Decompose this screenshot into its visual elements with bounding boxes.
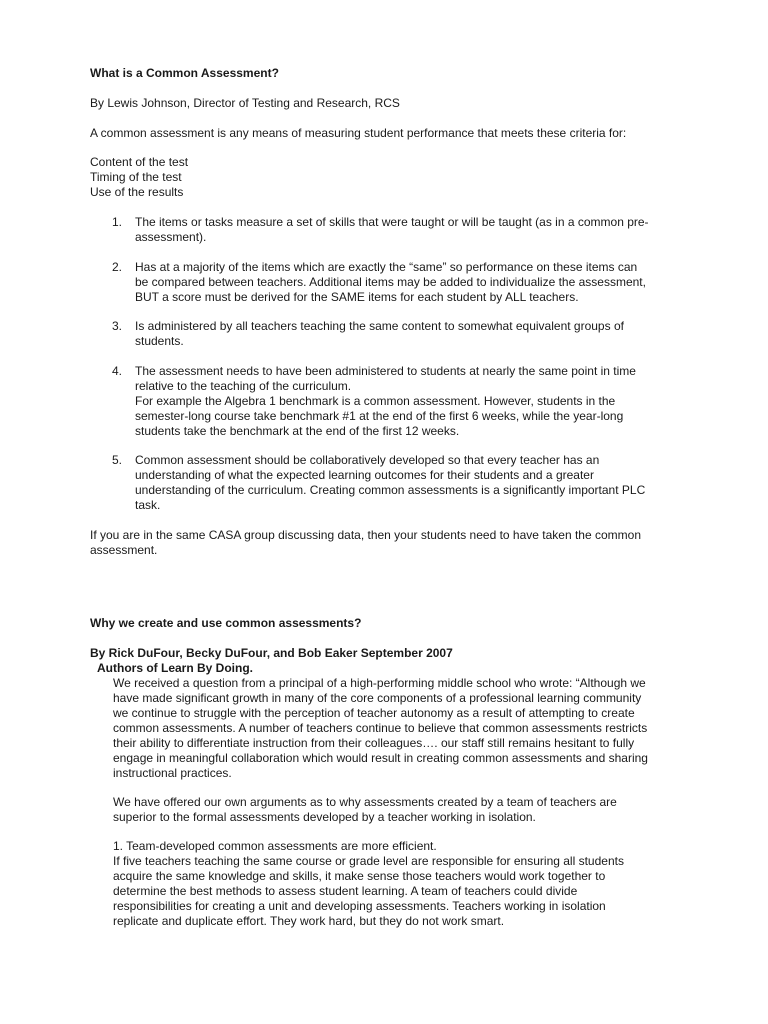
paragraph-line: engage in meaningful collaboration which would result in creating common assessments and sharing: [113, 751, 648, 765]
paragraph-line: we continue to struggle with the perception of teacher autonomy as a result of attempting to create: [113, 706, 635, 720]
list-item: [135, 319, 624, 349]
criteria-list: [90, 155, 188, 200]
list-item-number: 5.: [112, 453, 123, 467]
list-item-number: 2.: [112, 260, 123, 274]
list-item-line: The assessment needs to have been administered to students at nearly the same point in time: [135, 364, 636, 378]
paragraph-line: We have offered our own arguments as to why assessments created by a team of teachers are: [113, 795, 617, 809]
section2-title: Why we create and use common assessments?: [90, 616, 362, 630]
list-item-line: Common assessment should be collaboratively developed so that every teacher has an: [135, 453, 600, 467]
section1-title: What is a Common Assessment?: [90, 66, 279, 80]
section2-authors: Authors of Learn By Doing.: [97, 661, 253, 675]
list-item-line: understanding of what the expected learning outcomes for their students and a greater: [135, 468, 594, 482]
section1-closing: [90, 528, 641, 558]
point1-heading: 1. Team-developed common assessments are more efficient.: [113, 839, 437, 853]
criteria-item: Timing of the test: [90, 170, 182, 184]
paragraph-line: replicate and duplicate effort. They work hard, but they do not work smart.: [113, 914, 505, 928]
section2-paragraph1: [113, 676, 648, 781]
paragraph-line: We received a question from a principal of a high-performing middle school who wrote: “Although we: [113, 676, 646, 690]
paragraph-line: superior to the formal assessments developed by a teacher working in isolation.: [113, 810, 536, 824]
section2-byline: By Rick DuFour, Becky DuFour, and Bob Eaker September 2007: [90, 646, 453, 660]
list-item-number: 3.: [112, 319, 123, 333]
list-item-line: be compared between teachers. Additional items may be added to individualize the assessment,: [135, 275, 646, 289]
criteria-item: Content of the test: [90, 155, 189, 169]
paragraph-line: have made significant growth in many of the core components of a professional learning community: [113, 691, 642, 705]
paragraph-line: responsibilities for creating a unit and developing assessments. Teachers working in isolation: [113, 899, 606, 913]
list-item-line: semester-long course take benchmark #1 at the end of the first 6 weeks, while the year-long: [135, 409, 624, 423]
list-item-line: Has at a majority of the items which are exactly the “same” so performance on these items can: [135, 260, 638, 274]
list-item-line: For example the Algebra 1 benchmark is a common assessment. However, students in the: [135, 394, 616, 408]
paragraph-line: common assessments. A number of teachers continue to believe that common assessments restricts: [113, 721, 648, 735]
list-item-line: relative to the teaching of the curriculum.: [135, 379, 352, 393]
section1-byline: By Lewis Johnson, Director of Testing and Research, RCS: [90, 96, 400, 110]
paragraph-line: their ability to differentiate instruction from their colleagues…. our staff still remains hesitant to fully: [113, 736, 635, 750]
list-item: [135, 453, 645, 513]
list-item: [135, 260, 646, 305]
section1-intro: A common assessment is any means of measuring student performance that meets these criteria for:: [90, 126, 627, 140]
criteria-item: Use of the results: [90, 185, 184, 199]
list-item-number: 1.: [112, 215, 123, 229]
list-item: [135, 215, 649, 245]
list-item-line: understanding of the curriculum. Creating common assessments is a significantly important PLC: [135, 483, 646, 497]
paragraph-line: determine the best methods to assess student learning. A team of teachers could divide: [113, 884, 578, 898]
list-item: [135, 364, 636, 439]
section2-paragraph2: [113, 795, 617, 825]
paragraph-line: instructional practices.: [113, 766, 232, 780]
point1-body: [113, 854, 624, 929]
closing-line: assessment.: [90, 543, 158, 557]
list-item-line: task.: [135, 498, 161, 512]
paragraph-line: If five teachers teaching the same course or grade level are responsible for ensuring all students: [113, 854, 624, 868]
list-item-line: assessment).: [135, 230, 207, 244]
list-item-line: The items or tasks measure a set of skills that were taught or will be taught (as in a common pre-: [135, 215, 649, 229]
list-item-line: Is administered by all teachers teaching the same content to somewhat equivalent groups of: [135, 319, 624, 333]
paragraph-line: acquire the same knowledge and skills, it make sense those teachers would work together to: [113, 869, 606, 883]
list-item-line: students.: [135, 334, 184, 348]
list-item-line: BUT a score must be derived for the SAME items for each student by ALL teachers.: [135, 290, 579, 304]
list-item-line: students take the benchmark at the end of the first 12 weeks.: [135, 424, 460, 438]
closing-line: If you are in the same CASA group discussing data, then your students need to have taken the common: [90, 528, 641, 542]
list-item-number: 4.: [112, 364, 123, 378]
